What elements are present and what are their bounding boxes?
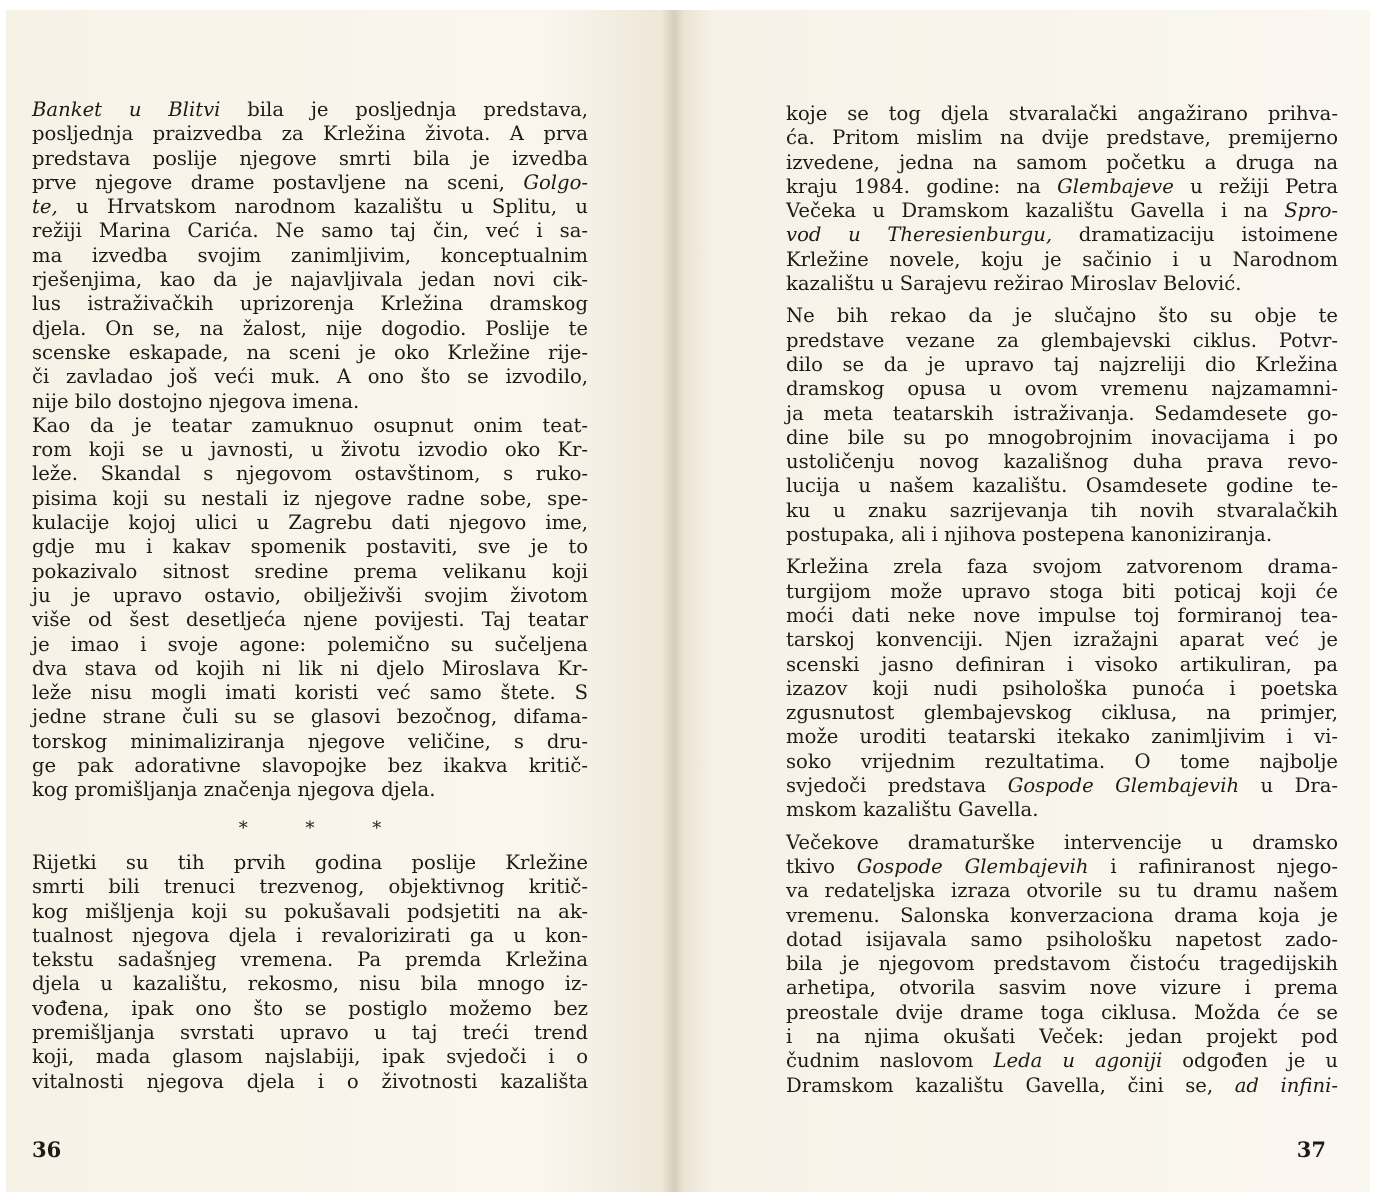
text-line: ja meta teatarskih istraživanja. Sedamdesete go- bbox=[786, 401, 1338, 425]
text-line: dva stava od kojih ni lik ni djelo Miroslava Kr- bbox=[32, 656, 588, 680]
text-line: Rijetki su tih prvih godina poslije Krležine bbox=[32, 850, 588, 874]
text-line: zgusnutost glembajevskog ciklusa, na primjer, bbox=[786, 701, 1338, 725]
text-line: tekstu sadašnjeg vremena. Pa premda Krležina bbox=[32, 948, 588, 972]
text-line: rješenjima, kao da je najavljivala jedan novi cik- bbox=[32, 268, 588, 292]
text-line: prve njegove drame postavljene na sceni, Golgo- bbox=[32, 170, 588, 194]
text-line: više od šest desetljeća njene povijesti. Taj teatar bbox=[32, 608, 588, 632]
left-page-text bbox=[32, 98, 588, 1094]
text-line: Krležine novele, koju je sačinio i u Narodnom bbox=[786, 247, 1338, 271]
left-page bbox=[6, 10, 674, 1192]
text-line: ju je upravo ostavio, obilježivši svojim životom bbox=[32, 583, 588, 607]
text-line: koji, mada glasom najslabiji, ipak svjedoči i o bbox=[32, 1045, 588, 1069]
text-line: scenske eskapade, na sceni je oko Krležine rije- bbox=[32, 340, 588, 364]
text-line: tarskoj konvenciji. Njen izražajni aparat već je bbox=[786, 628, 1338, 652]
text-line: rom koji se u javnosti, u životu izvodio oko Kr- bbox=[32, 438, 588, 462]
paragraph bbox=[786, 555, 1338, 822]
paragraph bbox=[786, 831, 1338, 1098]
text-line: bila je njegovom predstavom čistoću tragedijskih bbox=[786, 952, 1338, 976]
text-line: Banket u Blitvi bila je posljednja predstava, bbox=[32, 98, 588, 121]
text-line: može uroditi teatarski itekako zanimljivim i vi- bbox=[786, 725, 1338, 749]
text-line: dotad isijavala samo psihološku napetost zado- bbox=[786, 927, 1338, 951]
text-line: čudnim naslovom Leda u agoniji odgođen je u bbox=[786, 1049, 1338, 1073]
paragraph bbox=[32, 414, 588, 803]
text-line: režiji Marina Carića. Ne samo taj čin, već i sa- bbox=[32, 219, 588, 243]
text-line: vođena, ipak ono što se postiglo možemo bez bbox=[32, 996, 588, 1020]
text-line: ustoličenju novog kazališnog duha prava revo- bbox=[786, 450, 1338, 474]
text-line: ća. Pritom mislim na dvije predstave, premijerno bbox=[786, 126, 1338, 150]
text-line: je imao i svoje agone: polemično su sučeljena bbox=[32, 632, 588, 656]
text-line: i na njima okušati Veček: jedan projekt pod bbox=[786, 1024, 1338, 1048]
text-line: tualnost njegova djela i revalorizirati ga u kon- bbox=[32, 923, 588, 947]
text-line: kraju 1984. godine: na Glembajeve u režiji Petra bbox=[786, 174, 1338, 198]
text-line: torskog minimaliziranja njegove veličine, s dru- bbox=[32, 729, 588, 753]
section-separator: * * * bbox=[238, 817, 408, 839]
text-line: predstave vezane za glembajevski ciklus. Potvr- bbox=[786, 328, 1338, 352]
text-line: ma izvedba svojim zanimljivim, konceptualnim bbox=[32, 243, 588, 267]
text-line: Večekove dramaturške intervencije u dramsko bbox=[786, 830, 1338, 854]
text-line: Krležina zrela faza svojom zatvorenom drama- bbox=[786, 555, 1338, 579]
text-line: ku u znaku sazrijevanja tih novih stvaralačkih bbox=[786, 498, 1338, 522]
text-line: soko vrijednim rezultatima. O tome najbolje bbox=[786, 749, 1338, 773]
text-line: postupaka, ali i njihova postepena kanoniziranja. bbox=[786, 523, 1273, 547]
text-line: moći dati neke nove impulse toj formiranoj tea- bbox=[786, 603, 1338, 627]
paragraph bbox=[32, 851, 588, 1094]
text-line: vod u Theresienburgu, dramatizaciju istoimene bbox=[786, 223, 1338, 247]
page-number: 37 bbox=[1296, 1137, 1326, 1162]
text-line: lus istraživačkih uprizorenja Krležina dramskog bbox=[32, 292, 588, 316]
text-line: pisima koji su nestali iz njegove radne sobe, spe- bbox=[32, 486, 588, 510]
text-line: premišljanja svrstati upravo u taj treći trend bbox=[32, 1020, 588, 1044]
text-line: dilo se da je upravo taj najzreliji dio Krležina bbox=[786, 352, 1338, 376]
text-line: kog promišljanja značenja njegova djela. bbox=[32, 778, 436, 802]
text-line: vremenu. Salonska konverzaciona drama koja je bbox=[786, 903, 1338, 927]
right-page bbox=[674, 10, 1370, 1192]
text-line: Dramskom kazalištu Gavella, čini se, ad infini- bbox=[786, 1073, 1338, 1097]
text-line: scenski jasno definiran i visoko artikuliran, pa bbox=[786, 652, 1338, 676]
text-line: Večeka u Dramskom kazalištu Gavella i na Spro- bbox=[786, 199, 1338, 223]
text-line: arhetipa, otvorila sasvim nove vizure i prema bbox=[786, 976, 1338, 1000]
text-line: turgijom može upravo stoga biti poticaj koji će bbox=[786, 579, 1338, 603]
text-line: Kao da je teatar zamuknuo osupnut onim teat- bbox=[32, 413, 588, 437]
text-line: predstava poslije njegove smrti bila je izvedba bbox=[32, 146, 588, 170]
text-line: preostale dvije drame toga ciklusa. Možda će se bbox=[786, 1000, 1338, 1024]
text-line: smrti bili trenuci trezvenog, objektivnog kritič- bbox=[32, 875, 588, 899]
text-line: kazalištu u Sarajevu režirao Miroslav Belović. bbox=[786, 272, 1242, 296]
text-line: ge pak adorativne slavopojke bez ikakva kritič- bbox=[32, 754, 588, 778]
paragraph bbox=[786, 102, 1338, 296]
text-line: svjedoči predstava Gospode Glembajevih u Dra- bbox=[786, 774, 1338, 798]
text-line: dine bile su po mnogobrojnim inovacijama i po bbox=[786, 425, 1338, 449]
text-line: kog mišljenja koji su pokušavali podsjetiti na ak- bbox=[32, 899, 588, 923]
page-number: 36 bbox=[32, 1137, 62, 1162]
text-line: va redateljska izraza otvorile su tu dramu našem bbox=[786, 879, 1338, 903]
text-line: djela. On se, na žalost, nije dogodio. Poslije te bbox=[32, 316, 588, 340]
text-line: mskom kazalištu Gavella. bbox=[786, 798, 1039, 822]
text-line: vitalnosti njegova djela i o životnosti kazališta bbox=[32, 1069, 588, 1093]
text-line: leže nisu mogli imati koristi već samo štete. S bbox=[32, 681, 588, 705]
text-line: te, u Hrvatskom narodnom kazalištu u Splitu, u bbox=[32, 195, 588, 219]
paragraph bbox=[786, 304, 1338, 547]
text-line: nije bilo dostojno njegova imena. bbox=[32, 389, 360, 413]
text-line: izazov koji nudi psihološka punoća i poetska bbox=[786, 676, 1338, 700]
text-line: kulacije kojoj ulici u Zagrebu dati njegovo ime, bbox=[32, 511, 588, 535]
text-line: dramskog opusa u ovom vremenu najzamamni- bbox=[786, 377, 1338, 401]
text-line: či zavladao još veći muk. A ono što se izvodilo, bbox=[32, 365, 588, 389]
text-line: gdje mu i kakav spomenik postaviti, sve je to bbox=[32, 535, 588, 559]
right-page-text bbox=[786, 102, 1338, 1098]
text-line: djela u kazalištu, rekosmo, nisu bila mnogo iz- bbox=[32, 972, 588, 996]
text-line: lucija u našem kazalištu. Osamdesete godine te- bbox=[786, 474, 1338, 498]
text-line: tkivo Gospode Glembajevih i rafiniranost njego- bbox=[786, 854, 1338, 878]
text-line: pokazivalo sitnost sredine prema velikanu koji bbox=[32, 559, 588, 583]
paragraph bbox=[32, 98, 588, 414]
text-line: posljednja praizvedba za Krležina života. A prva bbox=[32, 122, 588, 146]
book-gutter bbox=[662, 10, 684, 1192]
text-line: jedne strane čuli su se glasovi bezočnog, difama- bbox=[32, 705, 588, 729]
text-line: koje se tog djela stvaralački angažirano prihva- bbox=[786, 102, 1338, 125]
text-line: Ne bih rekao da je slučajno što su obje te bbox=[786, 304, 1338, 328]
text-line: izvedene, jedna na samom početku a druga na bbox=[786, 150, 1338, 174]
text-line: leže. Skandal s njegovom ostavštinom, s ruko- bbox=[32, 462, 588, 486]
